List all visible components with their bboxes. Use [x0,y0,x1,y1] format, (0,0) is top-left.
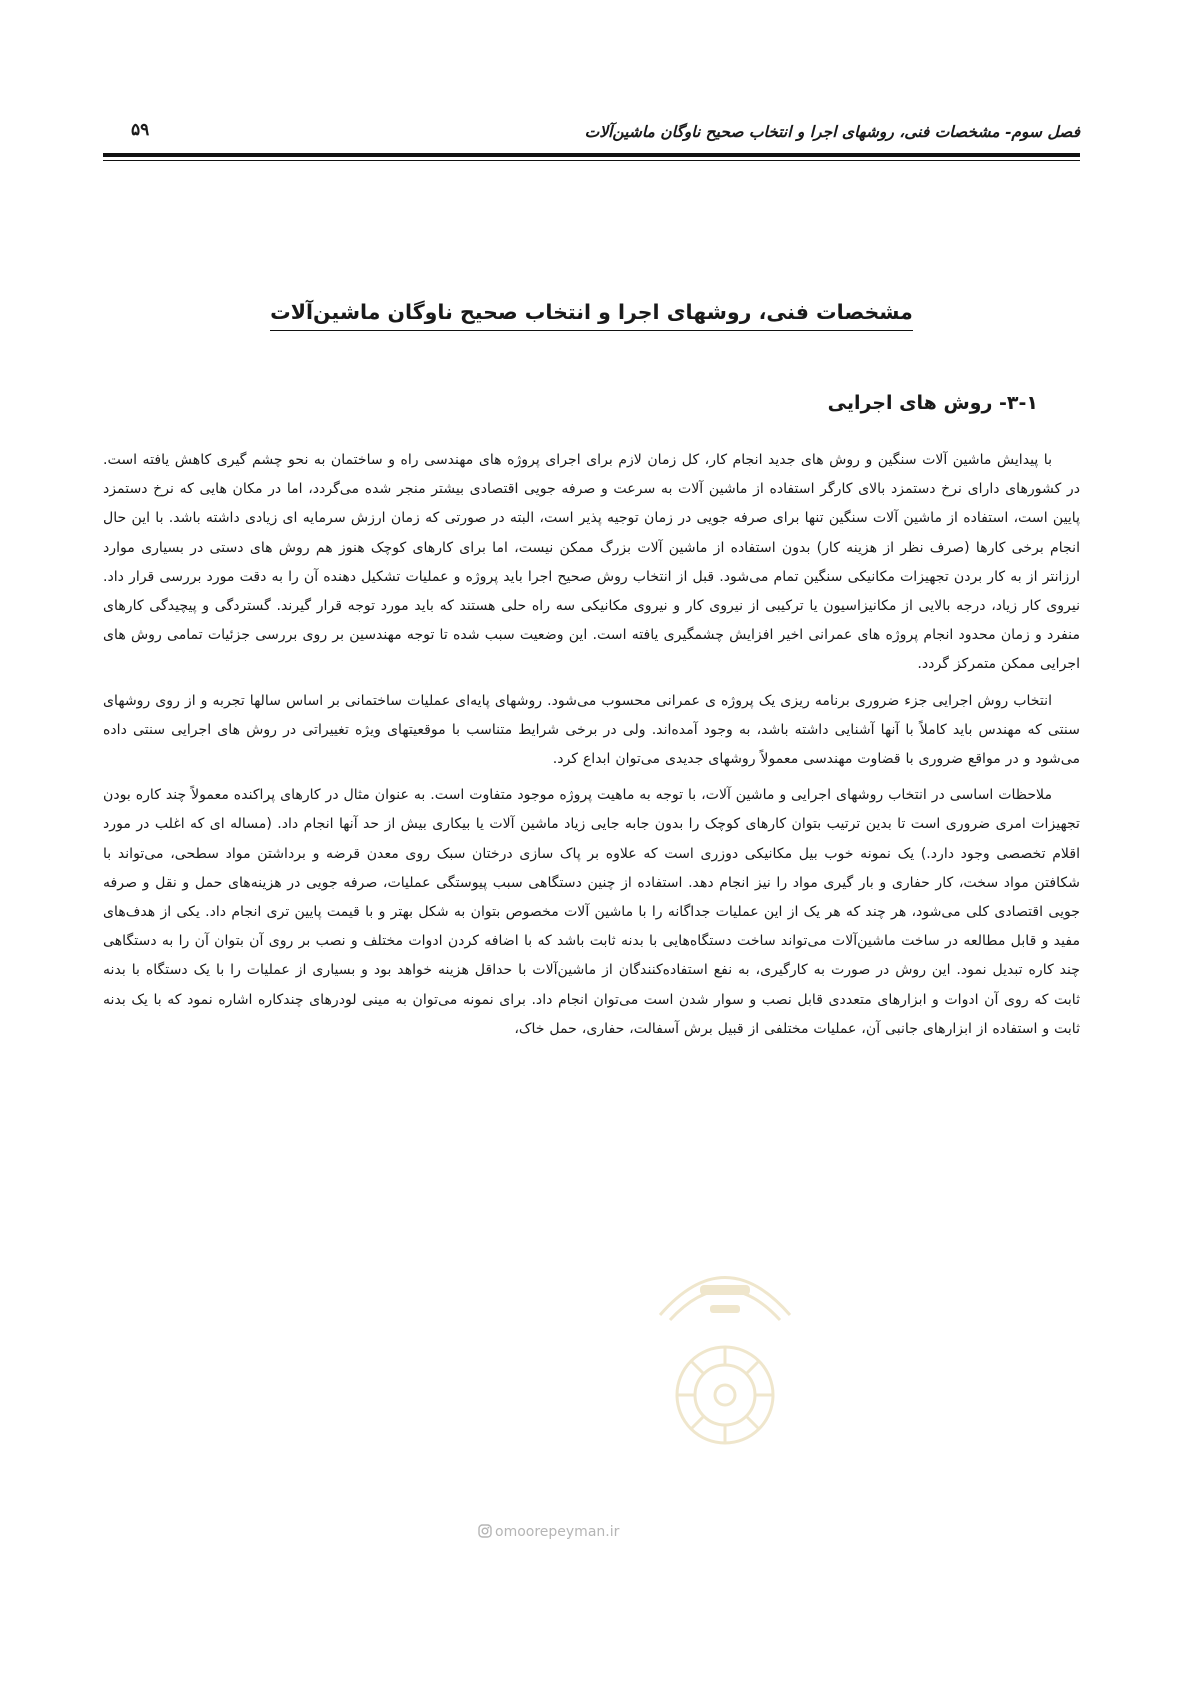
chapter-title-text: مشخصات فنی، روشهای اجرا و انتخاب صحیح ناوگان ماشین‌آلات [270,300,913,331]
header-rule-thin [103,160,1080,161]
paragraph: انتخاب روش اجرایی جزء ضروری برنامه ریزی یک پروژه ی عمرانی محسوب می‌شود. روشهای پایه‌ای عملیات ساختمانی بر اساس سالها تجربه و از روی روشهای سنتی که مهندس باید کاملاً با آنها آشنایی داشته باشد، به وجود آمده‌اند. ولی در برخی شرایط متناسب با موقعیتهای ویژه تغییراتی در روش های اجرایی سنتی داده می‌شود و در مواقع ضروری با قضاوت مهندسی معمولاً روشهای جدیدی می‌توان ابداع کرد. [103,692,1080,768]
watermark-url [478,1524,619,1540]
instagram-icon [478,1524,492,1538]
omoor-peyman-logo-seal-icon [640,1245,810,1465]
paragraph: ملاحظات اساسی در انتخاب روشهای اجرایی و ماشین آلات، با توجه به ماهیت پروژه موجود متفاوت است. به عنوان مثال در کارهای پراکنده معمولاً چند کاره بودن تجهیزات امری ضروری است تا بدین ترتیب بتوان کارهای کوچک را بدون جابه جایی زیاد ماشین آلات یا بیکاری بیش از حد آنها انجام داد. (مساله ای که اغلب در مورد اقلام تخصصی وجود دارد.) یک نمونه خوب بیل مکانیکی دوزری است که علاوه بر پاک سازی درختان سبک روی معدن قرضه و برداشتن مواد سطحی، می‌تواند با شکافتن مواد سخت، کار حفاری و بار گیری مواد را نیز انجام دهد. استفاده از چنین دستگاهی سبب پیوستگی عملیات، صرفه جویی در هزینه‌های حمل و نقل و صرفه جویی اقتصادی کلی می‌شود، هر چند که هر یک از این عملیات جداگانه را با ماشین آلات مخصوص بتوان به شکل بهتر و با قیمت پایین تری انجام داد. یکی از هدف‌های مفید و قابل مطالعه در ساخت ماشین‌آلات می‌تواند ساخت دستگاه‌هایی با بدنه ثابت باشد که با اضافه کردن ادوات مختلف و نصب بر روی آن بتوان آن را به دستگاهی چند کاره تبدیل نمود. این روش در صورت به کارگیری، به نفع استفاده‌کنندگان از ماشین‌آلات با حداقل هزینه خواهد بود و بسیاری از عملیات را با یک دستگاه با بدنه ثابت که روی آن ادوات و ابزارهای متعددی قابل نصب و سوار شدن است می‌توان انجام داد. برای نمونه می‌توان به مینی لودرهای چندکاره اشاره نمود که با یک بدنه ثابت و استفاده از ابزارهای جانبی آن، عملیات مختلفی از قبیل برش آسفالت، حفاری، حمل خاک، [103,787,1080,1037]
paragraph: با پیدایش ماشین آلات سنگین و روش های جدید انجام کار، کل زمان لازم برای اجرای پروژه های مهندسی راه و ساختمان به نحو چشم گیری کاهش یافته است. در کشورهای دارای نرخ دستمزد بالای کارگر استفاده از ماشین آلات به سرعت و صرفه جویی اقتصادی بیشتر منجر شده می‌گردد، اما در مکان هایی که نرخ دستمزد پایین است، استفاده از ماشین آلات سنگین تنها برای صرفه جویی در زمان توجیه پذیر است، البته در صورتی که زمان ارزش سرمایه ای زیادی داشته باشد. با این حال انجام برخی کارها (صرف نظر از هزینه کار) بدون استفاده از ماشین آلات بزرگ ممکن نیست، اما برای کارهای کوچک هنوز هم روش های دستی در بسیاری موارد ارزانتر از به کار بردن تجهیزات مکانیکی سنگین تمام می‌شود. قبل از انتخاب روش صحیح اجرا باید پروژه و عملیات تشکیل دهنده آن را به دقت مورد بررسی قرار داد. نیروی کار زیاد، درجه بالایی از مکانیزاسیون یا ترکیبی از نیروی کار و نیروی مکانیکی سه راه حلی هستند که باید مورد توجه قرار گیرند. گستردگی و پیچیدگی کارهای منفرد و زمان محدود انجام پروژه های عمرانی اخیر افزایش چشمگیری یافته است. این وضعیت سبب شده تا توجه مهندسین بر روی بررسی جزئیات تمامی روش های اجرایی ممکن متمرکز گردد. [103,452,1080,673]
watermark-url-text: omoorepeyman.ir [495,1524,620,1540]
page-number: ۵۹ [131,120,150,140]
header-rule-thick [103,153,1080,157]
body-text [103,446,1080,1051]
section-heading: ۳-۱- روش های اجرایی [827,392,1038,414]
chapter-title [103,300,1080,331]
running-header [103,120,1080,150]
running-header-title: فصل سوم- مشخصات فنی، روشهای اجرا و انتخاب صحیح ناوگان ماشین‌آلات [584,122,1080,141]
